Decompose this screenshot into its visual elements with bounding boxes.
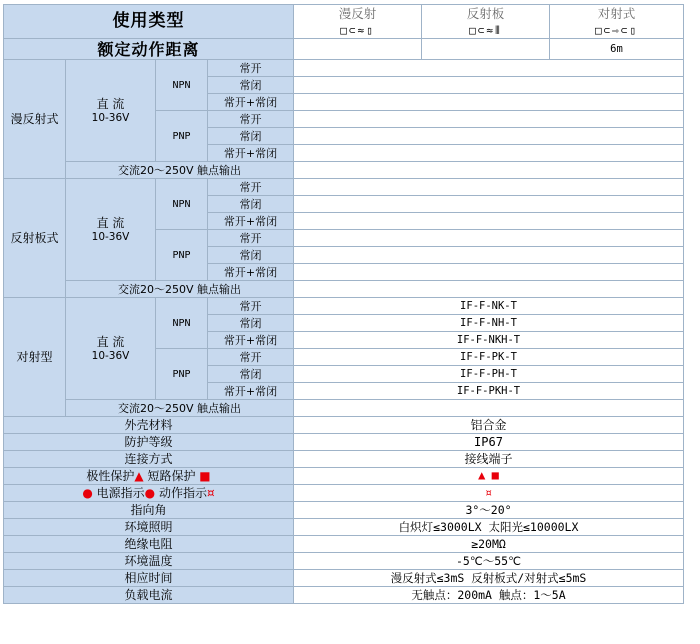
spec-housing-label: 外壳材料 xyxy=(4,417,294,434)
mode-diffuse-label: 漫反射 xyxy=(338,5,377,21)
output-type: 常开 xyxy=(208,349,294,366)
spec-response-value: 漫反射式≤3mS 反射板式/对射式≤5mS xyxy=(294,570,684,587)
dc-supply xyxy=(66,179,156,281)
action-indicator-icon: ¤ xyxy=(207,485,215,500)
mode-reflector-label: 反射板 xyxy=(466,5,505,21)
reflector-sensor-icon: □⊂≈⦀ xyxy=(469,23,502,37)
model-number xyxy=(294,128,684,145)
model-number xyxy=(294,145,684,162)
dc-supply xyxy=(66,298,156,400)
model-number: IF-F-NK-T xyxy=(294,298,684,315)
spec-temperature-value: -5℃～55℃ xyxy=(294,553,684,570)
mode-diffuse xyxy=(294,5,422,39)
output-type: 常开 xyxy=(208,230,294,247)
usage-type-header: 使用类型 xyxy=(4,5,294,39)
power-indicator-label: 电源指示 xyxy=(96,485,145,500)
distance-through-beam: 6m xyxy=(550,39,684,60)
spec-illumination-value: 白炽灯≤3000LX 太阳光≤10000LX xyxy=(294,519,684,536)
spec-angle-value: 3°～20° xyxy=(294,502,684,519)
npn-label: NPN xyxy=(156,60,208,111)
npn-label: NPN xyxy=(156,298,208,349)
group-name: 对射型 xyxy=(4,298,66,417)
spec-load-label: 负载电流 xyxy=(4,587,294,604)
output-type: 常闭 xyxy=(208,128,294,145)
spec-insulation-label: 绝缘电阻 xyxy=(4,536,294,553)
output-type: 常开 xyxy=(208,298,294,315)
ac-output-label: 交流20～250V 触点输出 xyxy=(66,162,294,179)
spec-indicator-label xyxy=(4,485,294,502)
output-type: 常开+常闭 xyxy=(208,94,294,111)
model-number: IF-F-NH-T xyxy=(294,315,684,332)
pnp-label: PNP xyxy=(156,349,208,400)
mode-through-beam xyxy=(550,5,684,39)
model-number: IF-F-PH-T xyxy=(294,366,684,383)
model-number xyxy=(294,247,684,264)
model-number: IF-F-PKH-T xyxy=(294,383,684,400)
dc-range: 10-36V xyxy=(91,230,130,243)
model-number: IF-F-PK-T xyxy=(294,349,684,366)
triangle-icon: ▲ xyxy=(478,468,486,482)
dc-range: 10-36V xyxy=(91,111,130,124)
output-type: 常闭 xyxy=(208,196,294,213)
model-number xyxy=(294,179,684,196)
diffuse-sensor-icon: □⊂≈▯ xyxy=(340,23,375,37)
model-number xyxy=(294,230,684,247)
group-name: 漫反射式 xyxy=(4,60,66,179)
spec-protection-value: IP67 xyxy=(294,434,684,451)
spec-table xyxy=(3,4,684,604)
output-type: 常开+常闭 xyxy=(208,145,294,162)
spec-polarity-value xyxy=(294,468,684,485)
dc-label: 直 流 xyxy=(96,96,125,111)
dc-label: 直 流 xyxy=(96,334,125,349)
output-type: 常闭 xyxy=(208,366,294,383)
through-beam-sensor-icon: □⊂⇨⊂▯ xyxy=(594,23,639,37)
output-type: 常开+常闭 xyxy=(208,383,294,400)
dc-label: 直 流 xyxy=(96,215,125,230)
model-number: IF-F-NKH-T xyxy=(294,332,684,349)
dc-supply xyxy=(66,60,156,162)
spec-connection-label: 连接方式 xyxy=(4,451,294,468)
output-type: 常开 xyxy=(208,60,294,77)
model-number xyxy=(294,213,684,230)
short-circuit-protection-label: 短路保护 xyxy=(147,468,196,483)
ac-output-label: 交流20～250V 触点输出 xyxy=(66,400,294,417)
spec-insulation-value: ≥20MΩ xyxy=(294,536,684,553)
model-number xyxy=(294,264,684,281)
square-icon: ■ xyxy=(199,468,211,483)
action-indicator-label: 动作指示 xyxy=(158,485,207,500)
action-indicator-icon: ¤ xyxy=(294,485,684,502)
mode-reflector xyxy=(422,5,550,39)
model-number xyxy=(294,196,684,213)
dc-range: 10-36V xyxy=(91,349,130,362)
model-number xyxy=(294,77,684,94)
polarity-protection-label: 极性保护 xyxy=(86,468,135,483)
model-number xyxy=(294,60,684,77)
mode-through-beam-label: 对射式 xyxy=(597,5,636,21)
model-number xyxy=(294,94,684,111)
spec-polarity-label xyxy=(4,468,294,485)
spec-temperature-label: 环境温度 xyxy=(4,553,294,570)
power-indicator-dot-icon: ● xyxy=(144,485,156,500)
spec-housing-value: 铝合金 xyxy=(294,417,684,434)
output-type: 常开+常闭 xyxy=(208,332,294,349)
npn-label: NPN xyxy=(156,179,208,230)
pnp-label: PNP xyxy=(156,111,208,162)
output-type: 常开+常闭 xyxy=(208,264,294,281)
power-indicator-dot-icon: ● xyxy=(82,485,93,500)
ac-model xyxy=(294,400,684,417)
pnp-label: PNP xyxy=(156,230,208,281)
ac-model xyxy=(294,281,684,298)
spec-connection-value: 接线端子 xyxy=(294,451,684,468)
output-type: 常闭 xyxy=(208,77,294,94)
output-type: 常开 xyxy=(208,179,294,196)
spec-response-label: 相应时间 xyxy=(4,570,294,587)
rated-distance-header: 额定动作距离 xyxy=(4,39,294,60)
square-icon: ■ xyxy=(491,468,499,482)
output-type: 常开 xyxy=(208,111,294,128)
spec-angle-label: 指向角 xyxy=(4,502,294,519)
distance-reflector xyxy=(422,39,550,60)
output-type: 常闭 xyxy=(208,315,294,332)
distance-diffuse xyxy=(294,39,422,60)
group-name: 反射板式 xyxy=(4,179,66,298)
spec-protection-label: 防护等级 xyxy=(4,434,294,451)
ac-model xyxy=(294,162,684,179)
output-type: 常开+常闭 xyxy=(208,213,294,230)
spec-load-value: 无触点：200mA 触点：1～5A xyxy=(294,587,684,604)
ac-output-label: 交流20～250V 触点输出 xyxy=(66,281,294,298)
output-type: 常闭 xyxy=(208,247,294,264)
spec-illumination-label: 环境照明 xyxy=(4,519,294,536)
triangle-icon: ▲ xyxy=(134,468,144,483)
model-number xyxy=(294,111,684,128)
